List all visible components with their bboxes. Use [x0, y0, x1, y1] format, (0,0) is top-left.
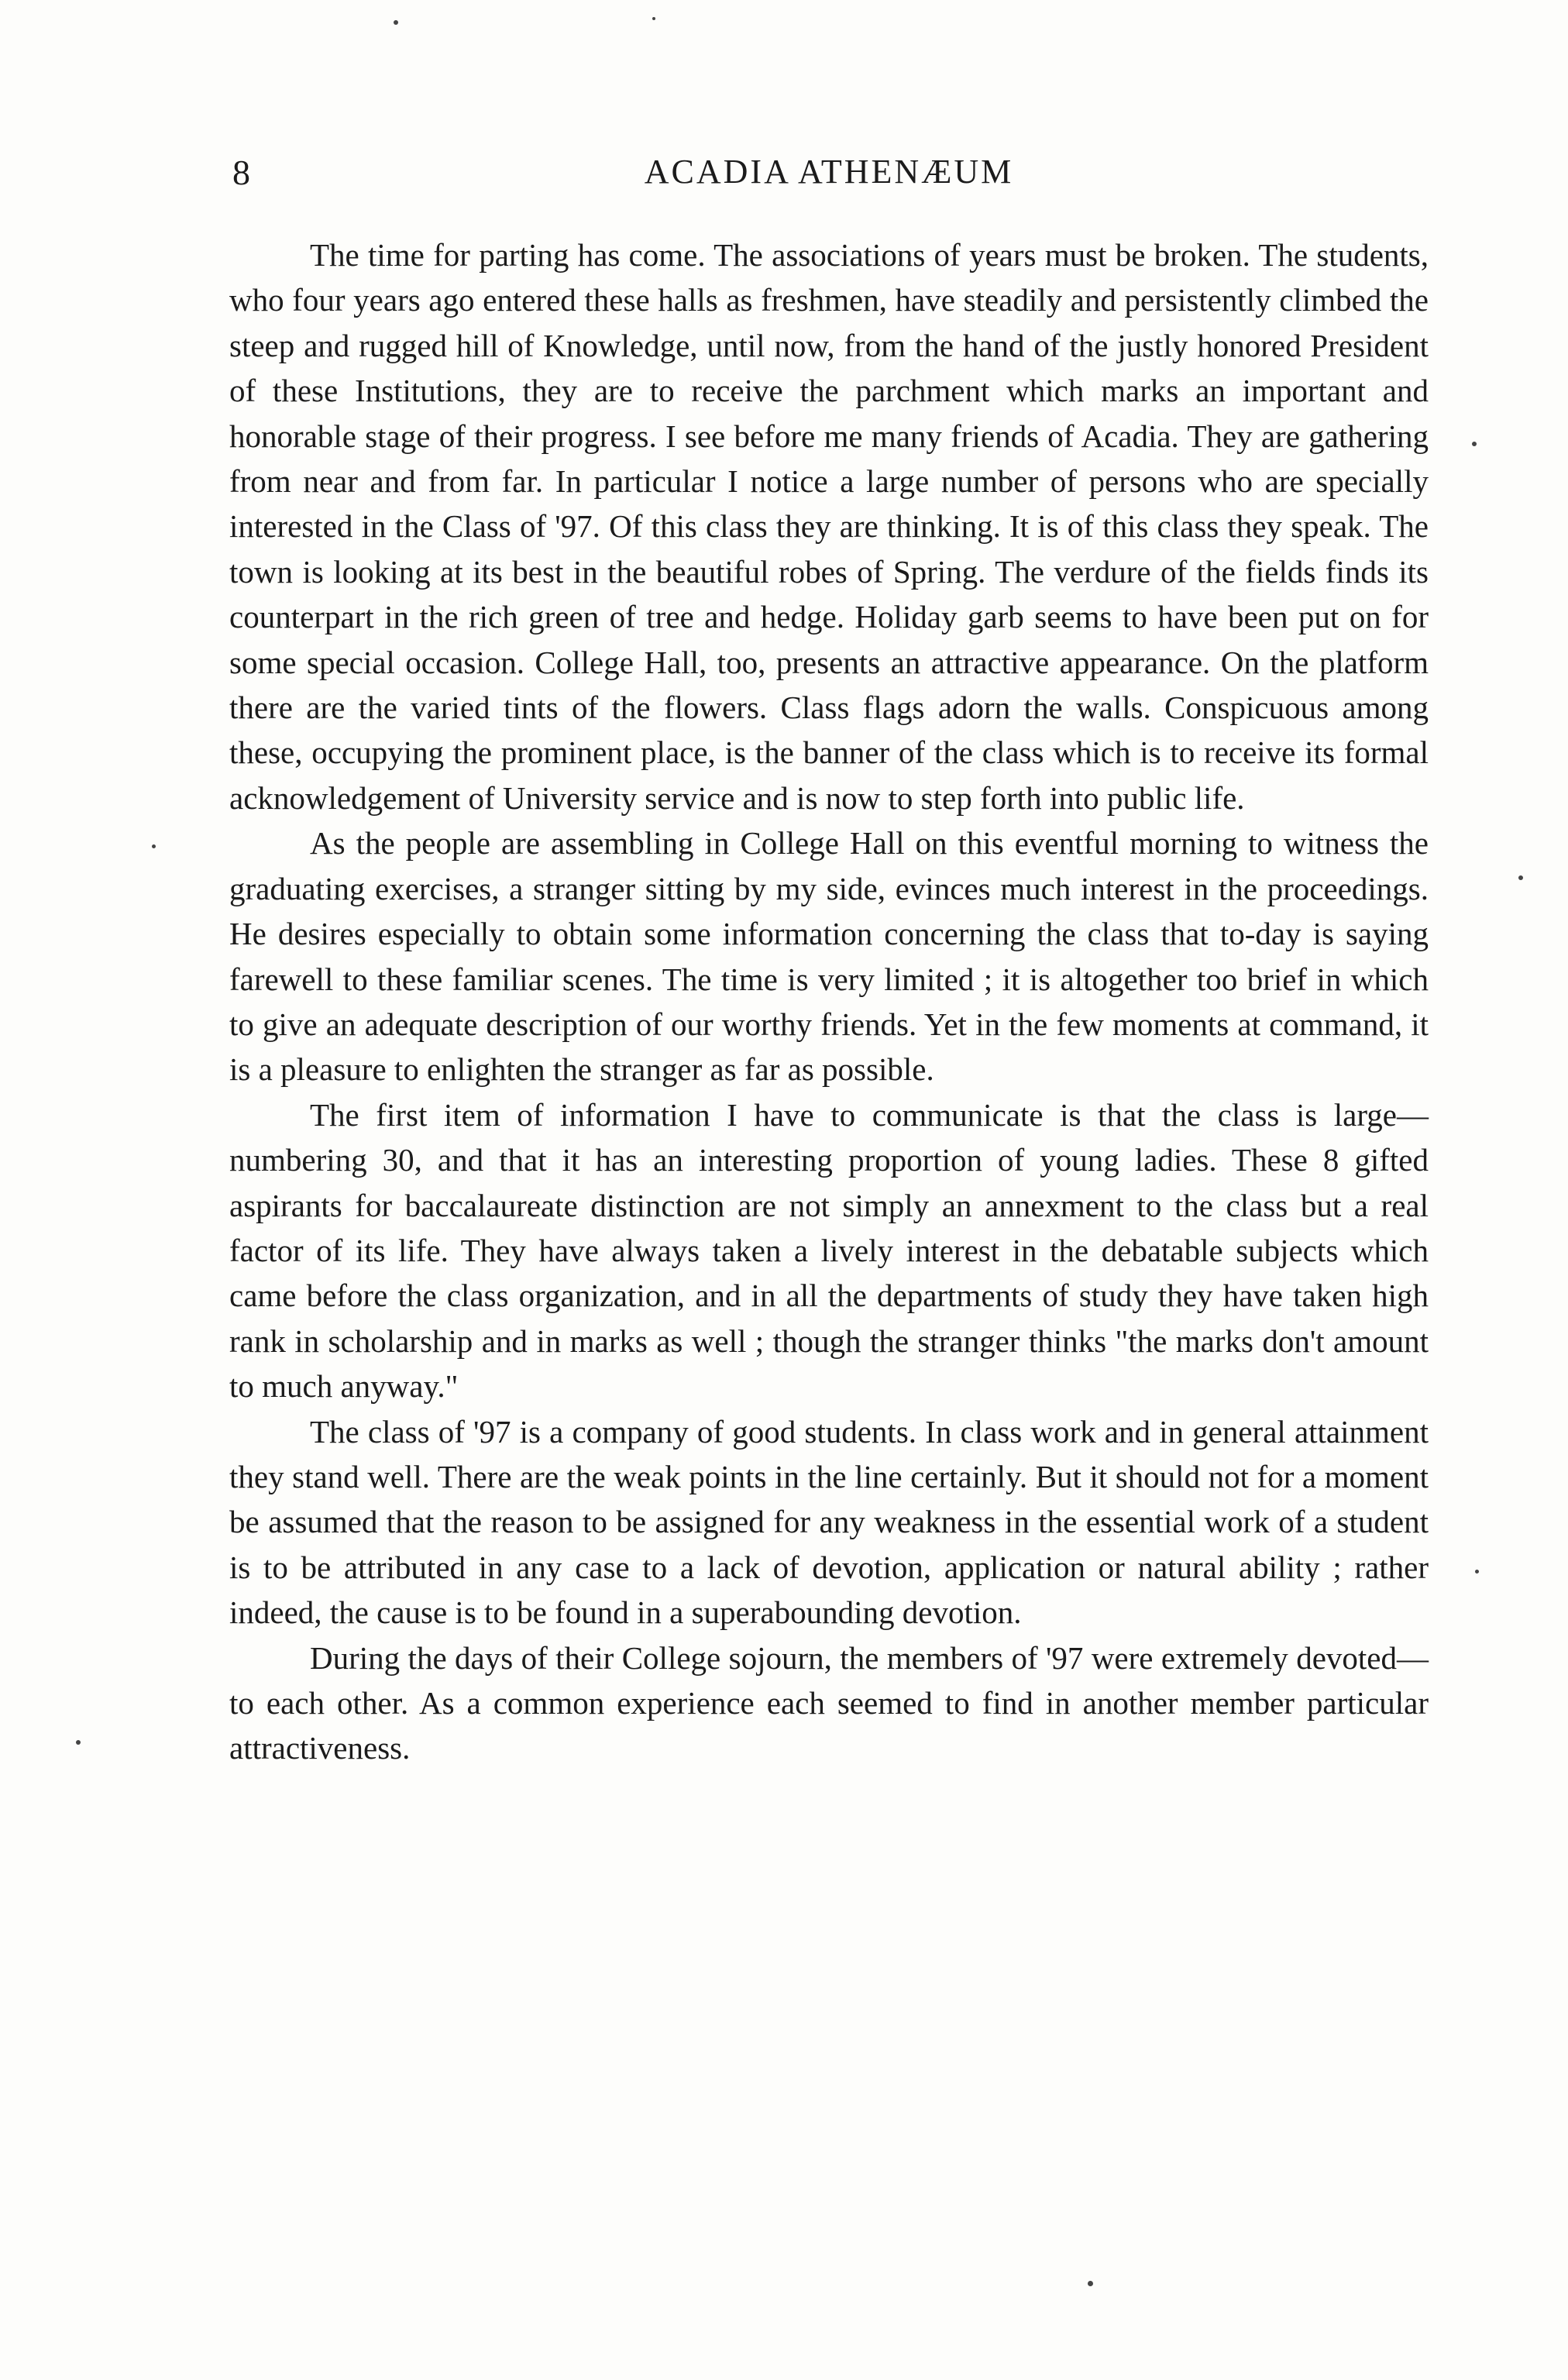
scan-speck: [1088, 2281, 1093, 2286]
paragraph-2: As the people are assembling in College Hall on this eventful morning to witness the graduating exercises, a stranger sitting by my side, evinces much interest in the proceedings. He desires especially to obtain some information concerning the class that to-day is saying farewell to these familiar scenes. The time is very limited ; it is altogether too brief in which to give an adequate description of our worthy friends. Yet in the few moments at command, it is a pleasure to enlighten the stranger as far as possible.: [229, 825, 1429, 1088]
scan-speck: [1475, 1570, 1479, 1573]
scan-speck: [394, 20, 398, 25]
paragraph-1: The time for parting has come. The associations of years must be broken. The students, who four years ago entered these halls as freshmen, have steadily and persistently climbed the steep and rugged hill of Knowledge, until now, from the hand of the justly honored President of these Institutions, they are to receive the parchment which marks an important and honorable stage of their progress. I see before me many friends of Acadia. They are gathering from near and from far. In particular I notice a large number of persons who are specially interested in the Class of '97. Of this class they are thinking. It is of this class they speak. The town is looking at its best in the beautiful robes of Spring. The verdure of the fields finds its counterpart in the rich green of tree and hedge. Holiday garb seems to have been put on for some special occasion. College Hall, too, presents an attractive appearance. On the platform there are the varied tints of the flowers. Class flags adorn the walls. Conspicuous among these, occupying the prominent place, is the banner of the class which is to receive its formal acknowledgement of University service and is now to step forth into public life.: [229, 237, 1429, 816]
article-body: [229, 232, 1429, 1771]
scan-speck: [1518, 875, 1523, 880]
scan-speck: [76, 1740, 81, 1745]
page-number: 8: [232, 153, 251, 192]
paragraph-4: The class of '97 is a company of good students. In class work and in general attainment they stand well. There are the weak points in the line certainly. But it should not for a moment be assumed that the reason to be assigned for any weakness in the essential work of a student is to be attributed in any case to a lack of devotion, application or natural ability ; rather indeed, the cause is to be found in a superabounding devotion.: [229, 1413, 1429, 1631]
paragraph-5: During the days of their College sojourn, the members of '97 were extremely devoted—to each other. As a common experience each seemed to find in another member particular attractiveness.: [229, 1639, 1429, 1766]
scan-speck: [652, 17, 655, 20]
running-head: ACADIA ATHENÆUM: [644, 153, 1014, 191]
scan-speck: [1472, 442, 1477, 446]
page-header: [232, 152, 1425, 198]
paragraph-3: The first item of information I have to communicate is that the class is large—numbering 30, and that it has an interesting proportion of young ladies. These 8 gifted aspirants for baccalaureate distinction are not simply an annexment to the class but a real factor of its life. They have always taken a lively interest in the debatable subjects which came before the class organization, and in all the departments of study they have taken high rank in scholarship and in marks as well ; though the stranger thinks "the marks don't amount to much anyway.": [229, 1096, 1429, 1405]
scan-speck: [152, 844, 156, 848]
